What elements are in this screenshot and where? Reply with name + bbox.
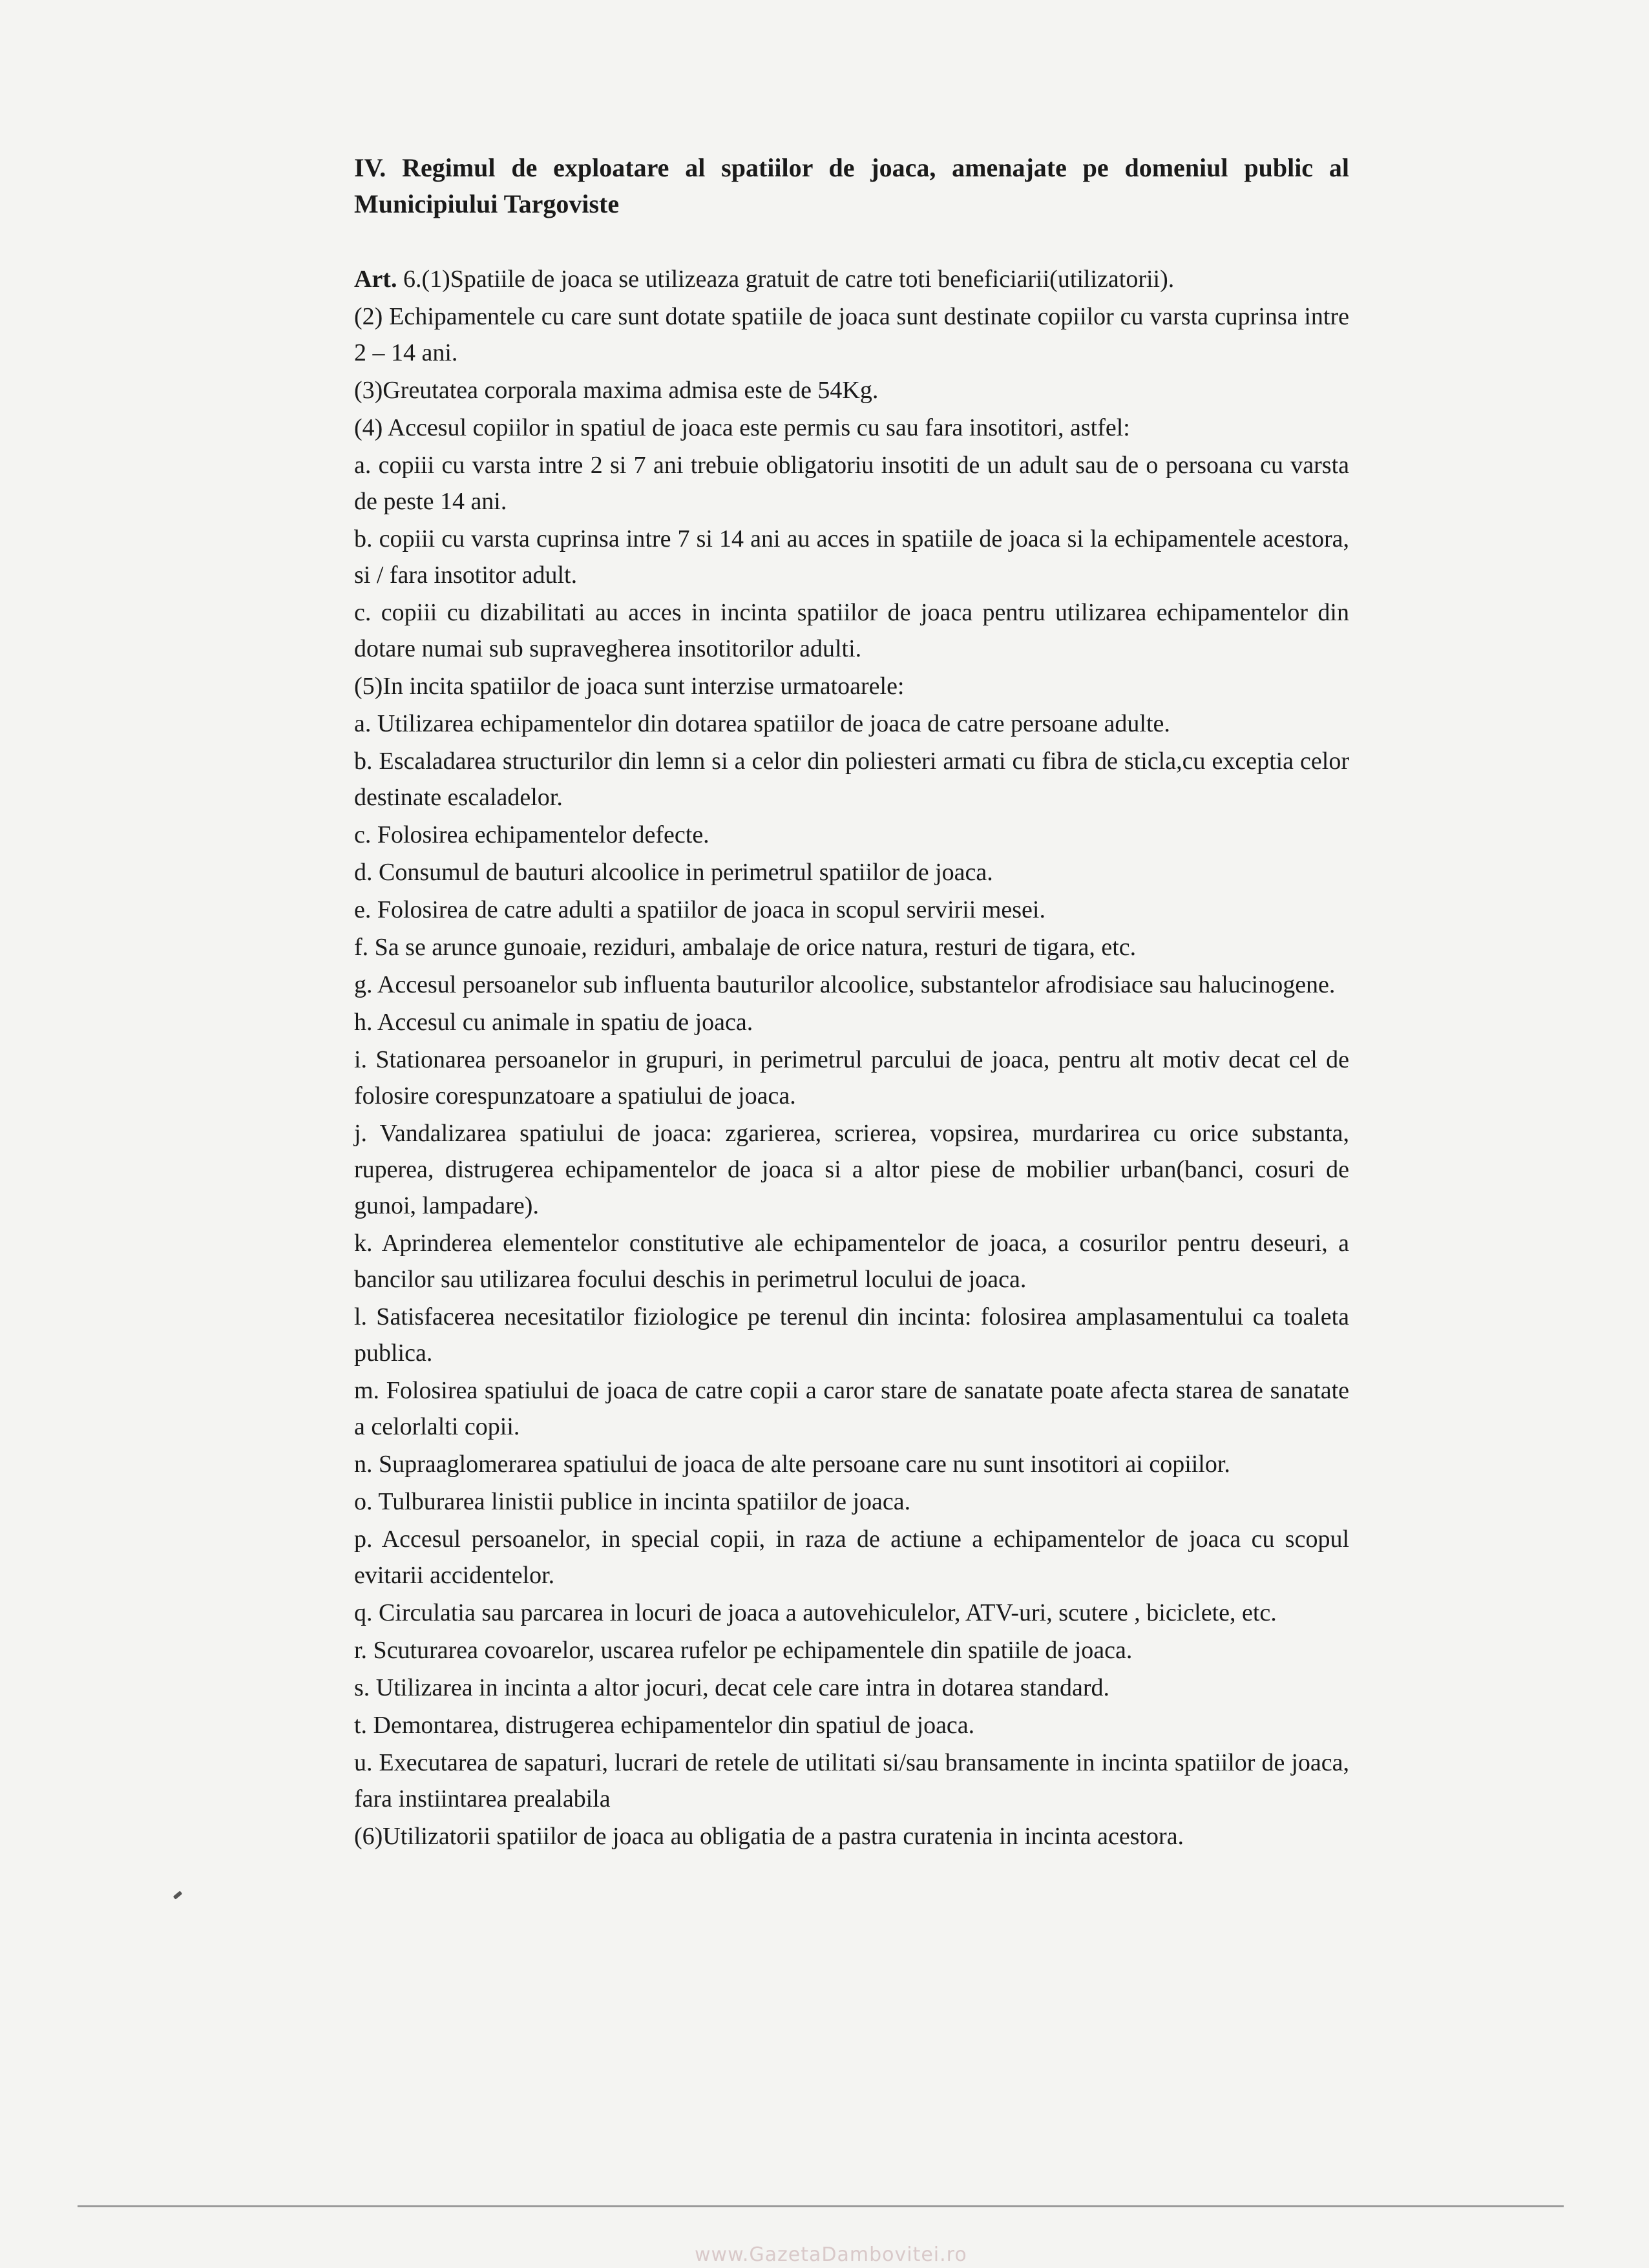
article-label: Art. (354, 266, 397, 293)
footer-divider (78, 2205, 1564, 2207)
list-item-5k: k. Aprinderea elementelor constitutive ale echipamentelor de joaca, a cosurilor pentru deseuri, a bancilor sau utilizarea focului deschis in perimetrul locului de joaca. (354, 1230, 1349, 1293)
list-item-5d: d. Consumul de bauturi alcoolice in perimetrul spatiilor de joaca. (354, 859, 993, 886)
list-item-5b: b. Escaladarea structurilor din lemn si a celor din poliesteri armati cu fibra de sticla,cu exceptia celor destinate escaladelor. (354, 748, 1349, 811)
list-item-4a: a. copiii cu varsta intre 2 si 7 ani trebuie obligatoriu insotiti de un adult sau de o persoana cu varsta de peste 14 ani. (354, 452, 1349, 515)
scan-speck (173, 1891, 183, 1900)
paragraph-5: (5)In incita spatiilor de joaca sunt interzise urmatoarele: (354, 673, 905, 700)
list-item-4b: b. copiii cu varsta cuprinsa intre 7 si 14 ani au acces in spatiile de joaca si la echipamentele acestora, si / fara insotitor adult. (354, 525, 1349, 589)
list-item-5s: s. Utilizarea in incinta a altor jocuri, decat cele care intra in dotarea standard. (354, 1674, 1109, 1701)
watermark: www.GazetaDambovitei.ro (695, 2243, 967, 2266)
paragraph-2: (2) Echipamentele cu care sunt dotate spatiile de joaca sunt destinate copiilor cu varsta cuprinsa intre 2 – 14 ani. (354, 303, 1349, 366)
list-item-5c: c. Folosirea echipamentelor defecte. (354, 821, 709, 848)
list-item-5m: m. Folosirea spatiului de joaca de catre copii a caror stare de sanatate poate afecta starea de sanatate a celorlalti copii. (354, 1377, 1349, 1440)
list-item-5f: f. Sa se arunce gunoaie, reziduri, ambalaje de orice natura, resturi de tigara, etc. (354, 934, 1137, 961)
list-item-5t: t. Demontarea, distrugerea echipamentelor din spatiul de joaca. (354, 1712, 975, 1739)
paragraph-6: (6)Utilizatorii spatiilor de joaca au obligatia de a pastra curatenia in incinta acestora. (354, 1823, 1184, 1850)
list-item-5a: a. Utilizarea echipamentelor din dotarea spatiilor de joaca de catre persoane adulte. (354, 710, 1170, 737)
article-6-text: 6.(1)Spatiile de joaca se utilizeaza gratuit de catre toti beneficiarii(utilizatorii). (403, 266, 1175, 293)
list-item-4c: c. copiii cu dizabilitati au acces in incinta spatiilor de joaca pentru utilizarea echipamentelor din dotare numai sub supravegherea insotitorilor adulti. (354, 599, 1349, 662)
list-item-5j: j. Vandalizarea spatiului de joaca: zgarierea, scrierea, vopsirea, murdarirea cu orice substanta, ruperea, distrugerea echipamentelor de joaca si a altor piese de mobilier urban(banci, cosuri de gunoi, lampadare). (354, 1120, 1349, 1219)
list-item-5g: g. Accesul persoanelor sub influenta bauturilor alcoolice, substantelor afrodisiace sau halucinogene. (354, 971, 1336, 998)
paragraph-4: (4) Accesul copiilor in spatiul de joaca este permis cu sau fara insotitori, astfel: (354, 414, 1130, 441)
list-item-5n: n. Supraaglomerarea spatiului de joaca de alte persoane care nu sunt insotitori ai copiilor. (354, 1451, 1230, 1478)
list-item-5o: o. Tulburarea linistii publice in incinta spatiilor de joaca. (354, 1488, 911, 1515)
list-item-5h: h. Accesul cu animale in spatiu de joaca. (354, 1009, 753, 1036)
paragraph-3: (3)Greutatea corporala maxima admisa este de 54Kg. (354, 377, 879, 404)
list-item-5l: l. Satisfacerea necesitatilor fiziologice pe terenul din incinta: folosirea amplasamentului ca toaleta publica. (354, 1303, 1349, 1367)
list-item-5p: p. Accesul persoanelor, in special copii, in raza de actiune a echipamentelor de joaca cu scopul evitarii accidentelor. (354, 1526, 1349, 1589)
list-item-5q: q. Circulatia sau parcarea in locuri de joaca a autovehiculelor, ATV-uri, scutere , biciclete, etc. (354, 1599, 1277, 1626)
list-item-5i: i. Stationarea persoanelor in grupuri, in perimetrul parcului de joaca, pentru alt motiv decat cel de folosire corespunzatoare a spatiului de joaca. (354, 1046, 1349, 1109)
article-6-paragraph-1 (354, 261, 1349, 297)
document-body (354, 150, 1349, 1856)
list-item-5r: r. Scuturarea covoarelor, uscarea rufelor pe echipamentele din spatiile de joaca. (354, 1637, 1133, 1664)
list-item-5u: u. Executarea de sapaturi, lucrari de retele de utilitati si/sau bransamente in incinta spatiilor de joaca, fara instiintarea prealabila (354, 1749, 1349, 1812)
section-title: IV. Regimul de exploatare al spatiilor de joaca, amenajate pe domeniul public al Municipiului Targoviste (354, 153, 1349, 218)
list-item-5e: e. Folosirea de catre adulti a spatiilor de joaca in scopul servirii mesei. (354, 896, 1045, 923)
